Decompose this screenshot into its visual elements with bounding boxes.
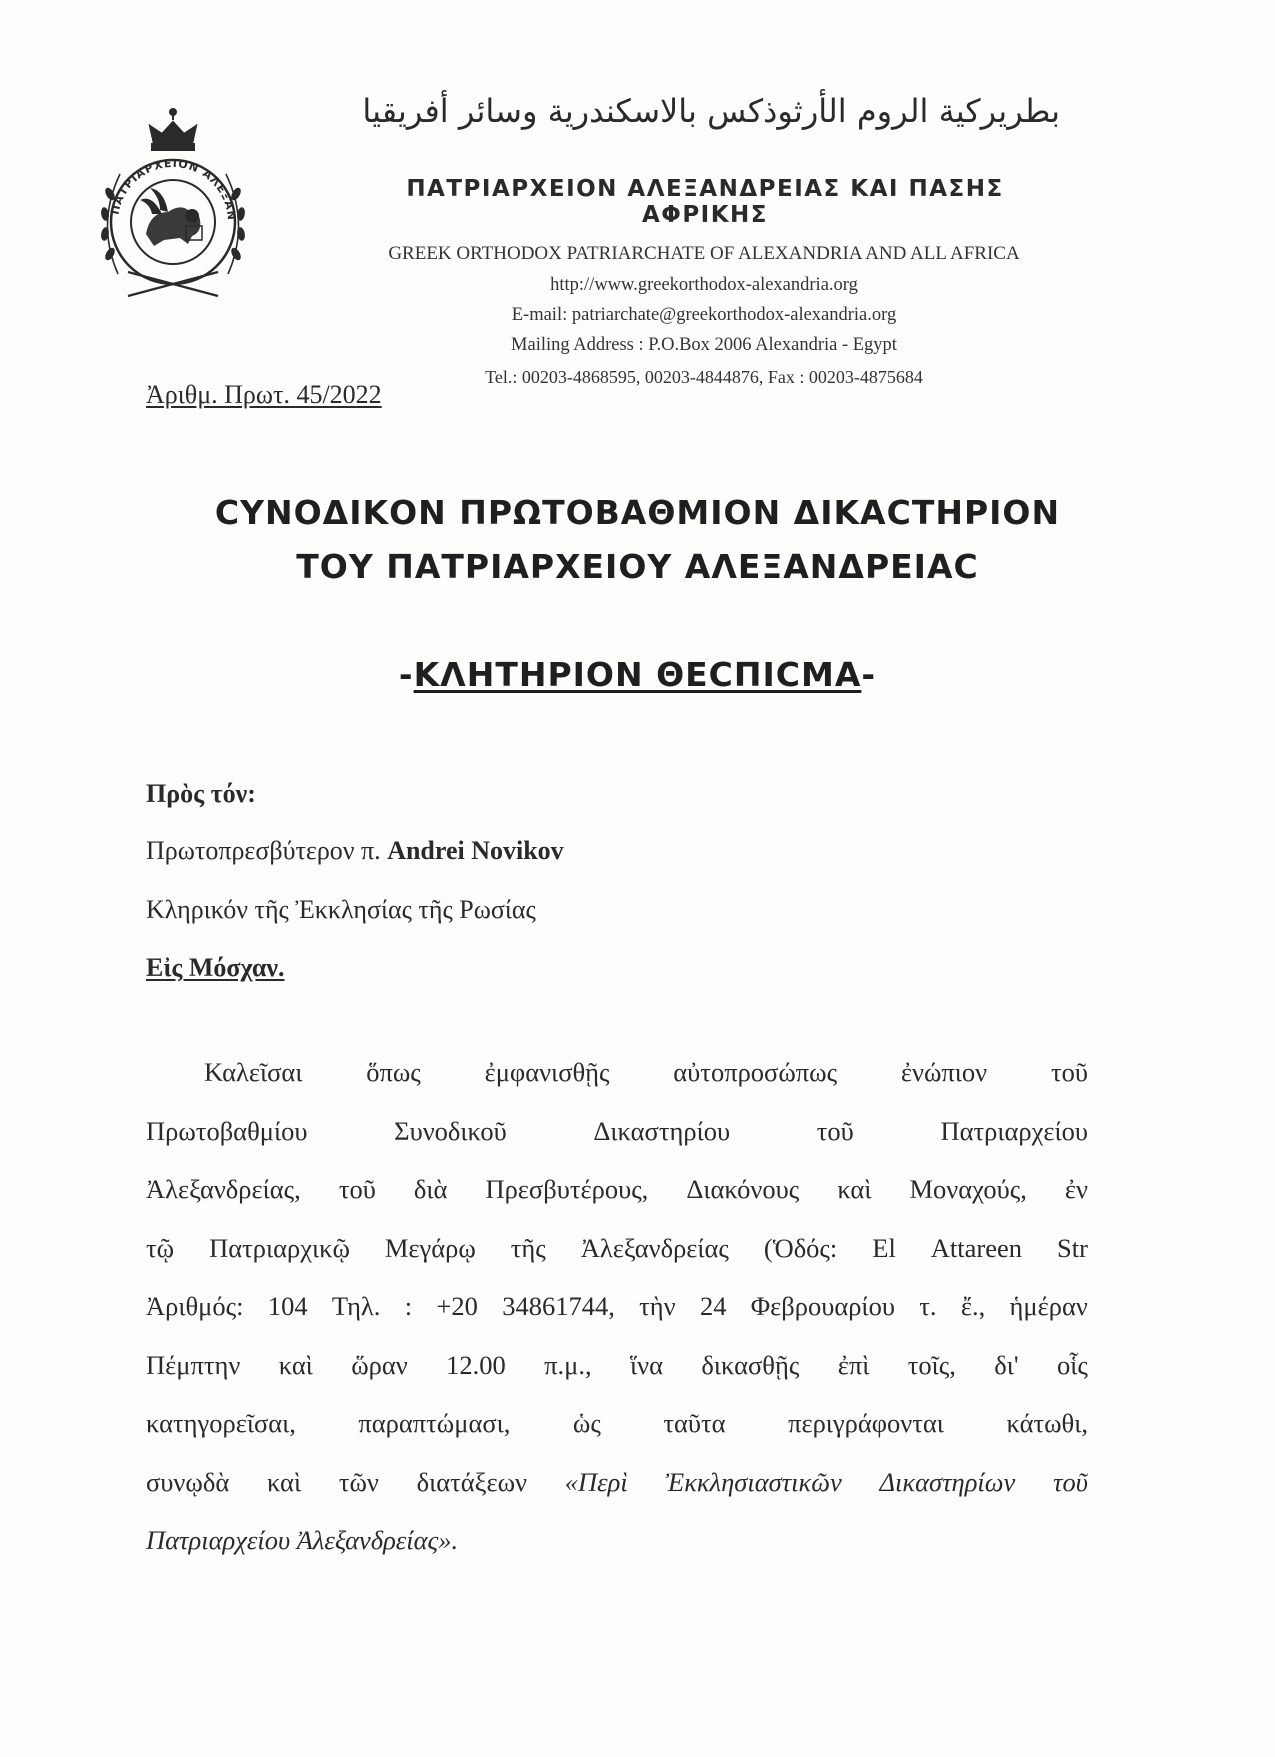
word: τὴν (639, 1291, 676, 1321)
word: ἐπὶ (837, 1349, 870, 1380)
word: Πρωτοβαθμίου (146, 1115, 308, 1146)
mailing-address: Mailing Address : P.O.Box 2006 Alexandria - Egypt (511, 335, 897, 355)
word: +20 (436, 1291, 478, 1321)
word: Πατριαρχικῷ (209, 1232, 350, 1263)
word: δικασθῇς (701, 1349, 800, 1380)
word: Πατριαρχείου (146, 1525, 291, 1555)
word: παραπτώμασι, (358, 1408, 511, 1438)
word: «Περὶ (564, 1466, 628, 1497)
destination: Εἰς Μόσχαν. (146, 953, 285, 982)
word: 12.00 (446, 1349, 506, 1380)
word: Πατριαρχείου (940, 1115, 1088, 1146)
word: Δικαστηρίου (593, 1115, 731, 1146)
word: Ἀλεξανδρείας, (146, 1174, 301, 1204)
patriarchate-seal (88, 104, 258, 309)
word: : (404, 1291, 413, 1321)
word: Ἀλεξανδρείας». (296, 1525, 459, 1555)
word: τοῦ (816, 1115, 854, 1146)
english-patriarchate-title: GREEK ORTHODOX PATRIARCHATE OF ALEXANDRIA AND ALL AFRICA (388, 243, 1020, 264)
word: καὶ (278, 1349, 313, 1380)
word: Attareen (930, 1232, 1023, 1263)
word: τῆς (510, 1232, 546, 1263)
body-line (146, 1174, 1088, 1233)
court-title-line2: ΤΟΥ ΠΑΤΡΙΑΡΧΕΙΟΥ ΑΛΕΞΑΝΔΡΕΙΑC (296, 547, 979, 586)
word: καὶ (837, 1174, 872, 1204)
word: Ἀλεξανδρείας (580, 1232, 729, 1263)
word: τ. (919, 1291, 937, 1321)
email-address[interactable]: E-mail: patriarchate@greekorthodox-alexandria.org (511, 305, 897, 325)
body-line (146, 1233, 1088, 1292)
word: τοῦ (338, 1174, 376, 1204)
body-line (146, 1525, 1088, 1584)
decree-heading (100, 655, 1175, 694)
word: τῷ (146, 1232, 175, 1263)
word: Μεγάρῳ (384, 1232, 476, 1263)
word: Φεβρουαρίου (750, 1291, 895, 1321)
word: οἷς (1057, 1349, 1088, 1380)
word: ὡς (572, 1408, 601, 1438)
greek-patriarchate-title: ΠΑΤΡΙΑΡΧΕΙΟΝ ΑΛΕΞΑΝΔΡΕΙΑΣ ΚΑΙ ΠΑΣΗΣ ΑΦΡΙΚΗΣ (406, 176, 1004, 228)
recipient (146, 836, 564, 866)
word: Str (1057, 1232, 1088, 1263)
word: Ἀριθμός: (146, 1291, 244, 1321)
cleric-affiliation: Κληρικόν τῆς Ἐκκλησίας τῆς Ρωσίας (146, 895, 536, 924)
body-line (146, 1350, 1088, 1409)
word: περιγράφονται (788, 1408, 944, 1438)
decree-suffix: - (861, 655, 877, 694)
body-line (146, 1291, 1088, 1350)
word: 34861744, (502, 1291, 615, 1321)
word: ἡμέραν (1009, 1291, 1088, 1321)
word: ὅπως (366, 1057, 421, 1087)
word: Συνοδικοῦ (394, 1115, 507, 1146)
word: Ἐκκλησιαστικῶν (665, 1466, 842, 1497)
body-line (146, 1116, 1088, 1175)
word: El (872, 1232, 896, 1263)
protocol-number: Ἀριθμ. Πρωτ. 45/2022 (146, 380, 382, 409)
recipient-title: Πρωτοπρεσβύτερον π. (146, 836, 381, 865)
word: Μοναχούς, (909, 1174, 1027, 1204)
word: ἵνα (630, 1349, 663, 1380)
arabic-title: بطريركية الروم الأرثوذكس بالاسكندرية وسائر أفريقيا (362, 92, 1060, 130)
word: τῶν (338, 1466, 379, 1497)
word: 24 (699, 1291, 727, 1321)
winged-lion-icon (140, 188, 202, 246)
word: Δικαστηρίων (879, 1466, 1016, 1497)
seal-inscription: ΠΑΤΡΙΑΡΧΕΙΟΝ ΑΛΕΞΑΝ (108, 156, 239, 222)
word: ἐμφανισθῇς (484, 1057, 610, 1087)
court-title-line1: CΥΝΟΔΙΚΟΝ ΠΡΩΤΟΒΑΘΜΙΟΝ ΔΙΚΑCΤΗΡΙΟΝ (214, 493, 1061, 532)
word: αὐτοπροσώπως (673, 1057, 838, 1087)
word: συνῳδὰ (146, 1466, 230, 1497)
word: ἐνώπιον (900, 1057, 988, 1087)
word: ταῦτα (663, 1408, 726, 1438)
word: κατηγορεῖσαι, (146, 1408, 296, 1438)
word: δι' (994, 1349, 1019, 1380)
word: τοῦ (1050, 1057, 1088, 1087)
word: διὰ (413, 1174, 448, 1204)
word: κάτωθι, (1006, 1408, 1088, 1438)
decree-title: ΚΛΗΤΗΡΙΟΝ ΘΕCΠΙCΜΑ (413, 655, 862, 694)
word: ἐν (1064, 1174, 1088, 1204)
word: τοῦ (1053, 1466, 1088, 1497)
word: Τηλ. (331, 1291, 381, 1321)
word: (Ὁδός: (763, 1232, 838, 1263)
word: Διακόνους (686, 1174, 800, 1204)
word: Πρεσβυτέρους, (485, 1174, 649, 1204)
word: ὥραν (351, 1349, 408, 1380)
word: Καλεῖσαι (204, 1057, 303, 1087)
summons-body (146, 1057, 1088, 1584)
recipient-name: Andrei Novikov (387, 836, 564, 865)
word: 104 (267, 1291, 308, 1321)
body-line (146, 1408, 1088, 1467)
word: Πέμπτην (146, 1349, 241, 1380)
website-link[interactable]: http://www.greekorthodox-alexandria.org (550, 275, 858, 295)
body-line (146, 1467, 1088, 1526)
to-label: Πρὸς τόν: (146, 779, 256, 808)
word: καὶ (266, 1466, 302, 1497)
word: διατάξεων (416, 1466, 528, 1497)
word: ἔ., (960, 1291, 986, 1321)
crown-icon (150, 109, 196, 150)
decree-prefix: - (398, 655, 414, 694)
body-line (146, 1057, 1088, 1116)
seal-emblem-icon (88, 104, 258, 309)
word: τοῖς, (907, 1349, 956, 1380)
telephone-fax: Tel.: 00203-4868595, 00203-4844876, Fax : 00203-4875684 (485, 367, 923, 387)
word: π.μ., (544, 1349, 592, 1380)
